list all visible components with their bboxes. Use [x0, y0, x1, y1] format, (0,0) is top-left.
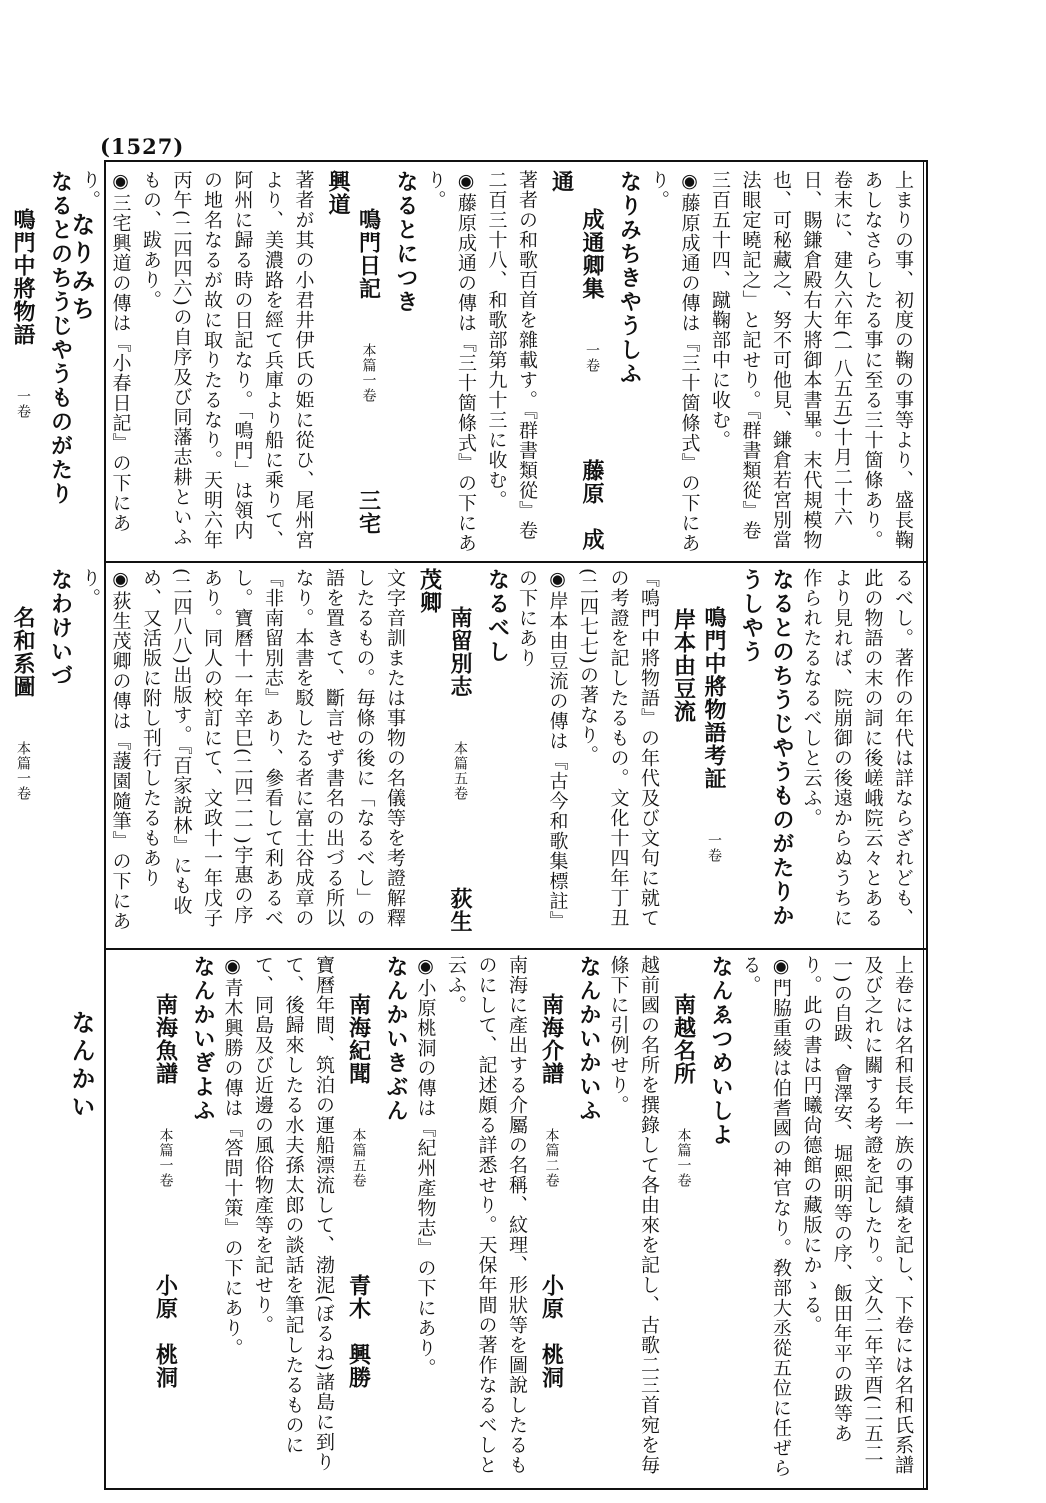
entry-text: ◉青木興勝の傳は『答問十策』の下にあり。 [221, 955, 244, 1358]
entry-text: ◉荻生茂卿の傳は『蘐園隨筆』の下にあり。 [79, 568, 132, 931]
entry-text: ◉小原桃洞の傳は『紀州產物志』の下にあり。 [414, 955, 437, 1378]
entry-title: 成通卿集 [579, 208, 605, 300]
entry-text [0, 170, 4, 555]
entry-volumes: 本篇一卷 [675, 1128, 692, 1188]
entry-heading: なるとにつき [393, 170, 418, 314]
entry-title: 名和系圖 [10, 606, 36, 698]
entry-volumes: 一卷 [584, 343, 600, 373]
entry-heading: なるとのちうじやうものがたりかうしやう [738, 568, 794, 928]
entry-text: 寶曆年間、筑泊の運船漂流して、渤泥(ぼるね)諸島に到りて、後歸來したる水夫孫太郎の談話を筆記したるものにて、同島及び近邊の風俗物產等を記せり。 [252, 955, 335, 1472]
entry-text [0, 568, 4, 943]
entry-heading: なりみちきやうしふ [616, 170, 642, 386]
entry-volumes: 本篇二卷 [543, 1128, 560, 1188]
entry-heading: なわけいづ [47, 568, 73, 688]
entry-volumes: 本篇一卷 [360, 343, 377, 403]
divider-top [104, 561, 928, 563]
entry-title: 南海介譜 [538, 993, 565, 1085]
entry-heading: なんかいきぶん [383, 955, 408, 1123]
entry-title: 鳴門中將物語考証 [701, 606, 727, 790]
entry-text: 上卷には名和長年一族の事績を記し、下卷には名和氏系譜及び之れに關する考證を記したり。文久二年辛酉(二五二一)の自跋、會澤安、堀熙明等の序、飯田年平の跋等あり。此の書は円曦尙德館の藏版にかゝる。 [800, 955, 914, 1475]
entry-text: 著者の和歌百首を雜載す。『群書類從』卷二百三十八、和歌部第九十三に收む。 [485, 170, 538, 541]
entry-text: 文字音訓または事物の名儀等を考證解釋したるもの。毎條の後に「なるべし」の語を置きて、斷言せず書名の出づる所以なり。本書を駁したる者に富士谷成章の『非南留別志』あり、參看して利あるべし。寶曆十一年辛巳(二四二一)宇惠の序あり。同人の校訂にて、文政十一年戊子(二四八八)出版す。『百家說林』にも收め、又活版に附し刊行したるもあり [140, 568, 406, 928]
entry-title-line [150, 955, 181, 1483]
entry-text: ◉岸本由豆流の傳は『古今和歌集標註』の下にあり [516, 568, 569, 931]
entry-title-line [8, 568, 39, 943]
entry-author: 三宅 興道 [325, 170, 382, 558]
entry-text: 『鳴門中將物語』の年代及び文句に就ての考證を記したるもの。文化十四年丁丑(二四七七)の著なり。 [577, 568, 660, 928]
running-head-bottom: なんかい [67, 1010, 95, 1122]
entry-heading: なんかいぎよふ [190, 955, 215, 1123]
entry-text: 南海に產出する介屬の名稱、紋理、形狀等を圖說したるものにして、記述頗る詳悉せり。天保年間の著作なるべしと云ふ。 [445, 955, 528, 1475]
page-number: (1527) [100, 134, 185, 159]
entry-author: 荻生 茂卿 [416, 568, 473, 956]
entry-title: 鳴門中將物語 [10, 208, 36, 346]
entry-title-line [546, 170, 607, 555]
entry-volumes: 一卷 [15, 389, 31, 419]
entry-volumes: 一卷 [706, 833, 722, 863]
entry-title-line [414, 568, 475, 956]
section-top [10, 170, 918, 558]
entry-text: 上まりの事、初度の鞠の事等より、盛長鞠あしなさらしたる事に至る三十箇條あり。卷末に、建久六年(一八五五)十月二十六日、賜鎌倉殿右大將御本書畢。末代規模物也、可秘藏之、努不可他見、鎌倉若宮別當法眼定曉記之」と記せり。『群書類從』卷三百五十四、蹴鞠部中に收む。 [709, 170, 914, 550]
divider-bottom [104, 948, 928, 950]
entry-title: 鳴門日記 [355, 208, 382, 300]
entry-author: 小原 桃洞 [152, 1274, 179, 1389]
entry-title-line [343, 955, 374, 1483]
entry-title-line [536, 955, 567, 1483]
entry-text: 著者が其の小君井伊氏の姫に從ひ、尾州宮より、美濃路を經て兵庫より船に乘りて、阿州に歸る時の日記なり。「鳴門」は領内の地名なるが故に取りたるなり。天明六年丙午(二四四六)の自序及び同藩志耕といふもの、跋あり。 [140, 170, 315, 550]
entry-text: ◉門脇重綾は伯耆國の神官なり。敎部大丞從五位に任ぜらる。 [739, 955, 792, 1478]
column-rule [923, 160, 924, 1490]
entry-text: ◉三宅興道の傳は『小春日記』の下にあり。 [79, 170, 132, 533]
entry-author: 藤原 成通 [548, 170, 605, 551]
entry-title: 南越名所 [670, 993, 697, 1085]
entry-title: 南海紀聞 [345, 993, 372, 1085]
entry-title: 南海魚譜 [152, 993, 179, 1085]
entry-text: 越前國の名所を撰錄して各由來を記し、古歌二三首宛を毎條下に引例せり。 [607, 955, 660, 1475]
entry-title-line [8, 170, 39, 555]
entry-text: ◉藤原成通の傳は『三十箇條式』の下にあり。 [424, 170, 477, 553]
section-middle [10, 568, 918, 956]
entry-title-line [323, 170, 384, 558]
entry-text: ◉藤原成通の傳は『三十箇條式』の下にあり。 [648, 170, 701, 553]
entry-volumes: 本篇一卷 [15, 741, 31, 801]
section-bottom [110, 955, 918, 1483]
entry-volumes: 本篇五卷 [452, 741, 468, 801]
entry-heading: なんゑつめいしよ [708, 955, 733, 1147]
entry-author: 青木 興勝 [345, 1274, 372, 1389]
entry-title-line [668, 568, 729, 943]
entry-author: 岸本由豆流 [670, 608, 697, 723]
entry-title-line [668, 955, 699, 1483]
entry-title: 南留別志 [447, 606, 473, 698]
entry-author: 小原 桃洞 [538, 1274, 565, 1389]
entry-volumes: 本篇五卷 [350, 1128, 367, 1188]
running-head-top: なりみち [67, 212, 95, 324]
entry-heading: なんかいかいふ [576, 955, 601, 1123]
entry-heading: なるとのちうじやうものがたり [47, 170, 73, 506]
entry-text: るべし。著作の年代は詳ならざれども、此の物語の末の詞に後嵯峨院云々とあるより見れば、院崩御の後遠からぬうちに作られたるなるべしと云ふ。 [800, 568, 914, 928]
entry-heading: なるべし [484, 568, 510, 664]
entry-volumes: 本篇一卷 [157, 1128, 174, 1188]
